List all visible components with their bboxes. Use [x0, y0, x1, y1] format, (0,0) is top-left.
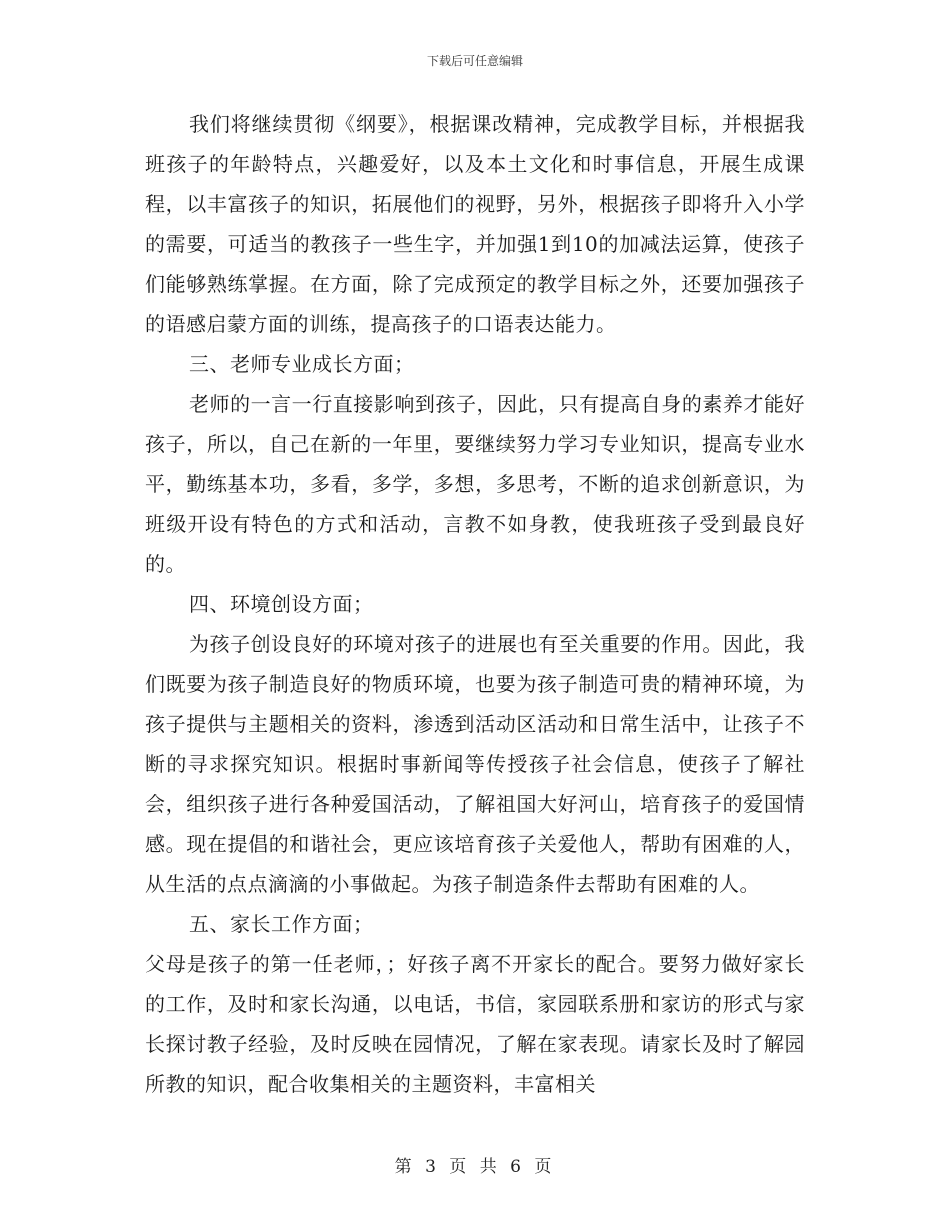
section-heading-teacher-growth: 三、老师专业成长方面；: [189, 352, 415, 376]
section-heading-parents: 五、家长工作方面；: [189, 912, 374, 936]
paragraph-parents: 父母是孩子的第一任老师，；好孩子离不开家长的配合。要努力做好家长的工作，及时和家长沟通，以电话，书信，家园联系册和家访的形式与家长探讨教子经验，及时反映在园情况，了解在家表现。请家长及时了解园所教的知识，配合收集相关的主题资料，丰富相关: [145, 952, 805, 1096]
paragraph-teacher-growth: 老师的一言一行直接影响到孩子，因此，只有提高自身的素养才能好孩子，所以，自己在新的一年里，要继续努力学习专业知识，提高专业水平，勤练基本功，多看，多学，多想，多思考，不断的追求创新意识，为班级开设有特色的方式和活动，言教不如身教，使我班孩子受到最良好的。: [145, 392, 805, 576]
paragraph-environment: 为孩子创设良好的环境对孩子的进展也有至关重要的作用。因此，我们既要为孩子制造良好的物质环境，也要为孩子制造可贵的精神环境，为孩子提供与主题相关的资料，渗透到活动区活动和日常生活中，让孩子不断的寻求探究知识。根据时事新闻等传授孩子社会信息，使孩子了解社会，组织孩子进行各种爱国活动，了解祖国大好河山，培育孩子的爱国情感。现在提倡的和谐社会，更应该培育孩子关爱他人，帮助有困难的人，从生活的点点滴滴的小事做起。为孩子制造条件去帮助有困难的人。: [145, 632, 805, 896]
document-body: [145, 104, 805, 1104]
page-header: 下载后可任意编辑: [426, 54, 523, 68]
page-number: 第 3 页 共 6 页: [394, 1157, 556, 1177]
paragraph-curriculum: 我们将继续贯彻《纲要》，根据课改精神，完成教学目标，并根据我班孩子的年龄特点，兴趣爱好，以及本土文化和时事信息，开展生成课程，以丰富孩子的知识，拓展他们的视野，另外，根据孩子即将升入小学的需要，可适当的教孩子一些生字，并加强1到10的加减法运算，使孩子们能够熟练掌握。在方面，除了完成预定的教学目标之外，还要加强孩子的语感启蒙方面的训练，提高孩子的口语表达能力。: [145, 112, 805, 336]
section-heading-environment: 四、环境创设方面；: [189, 592, 374, 616]
